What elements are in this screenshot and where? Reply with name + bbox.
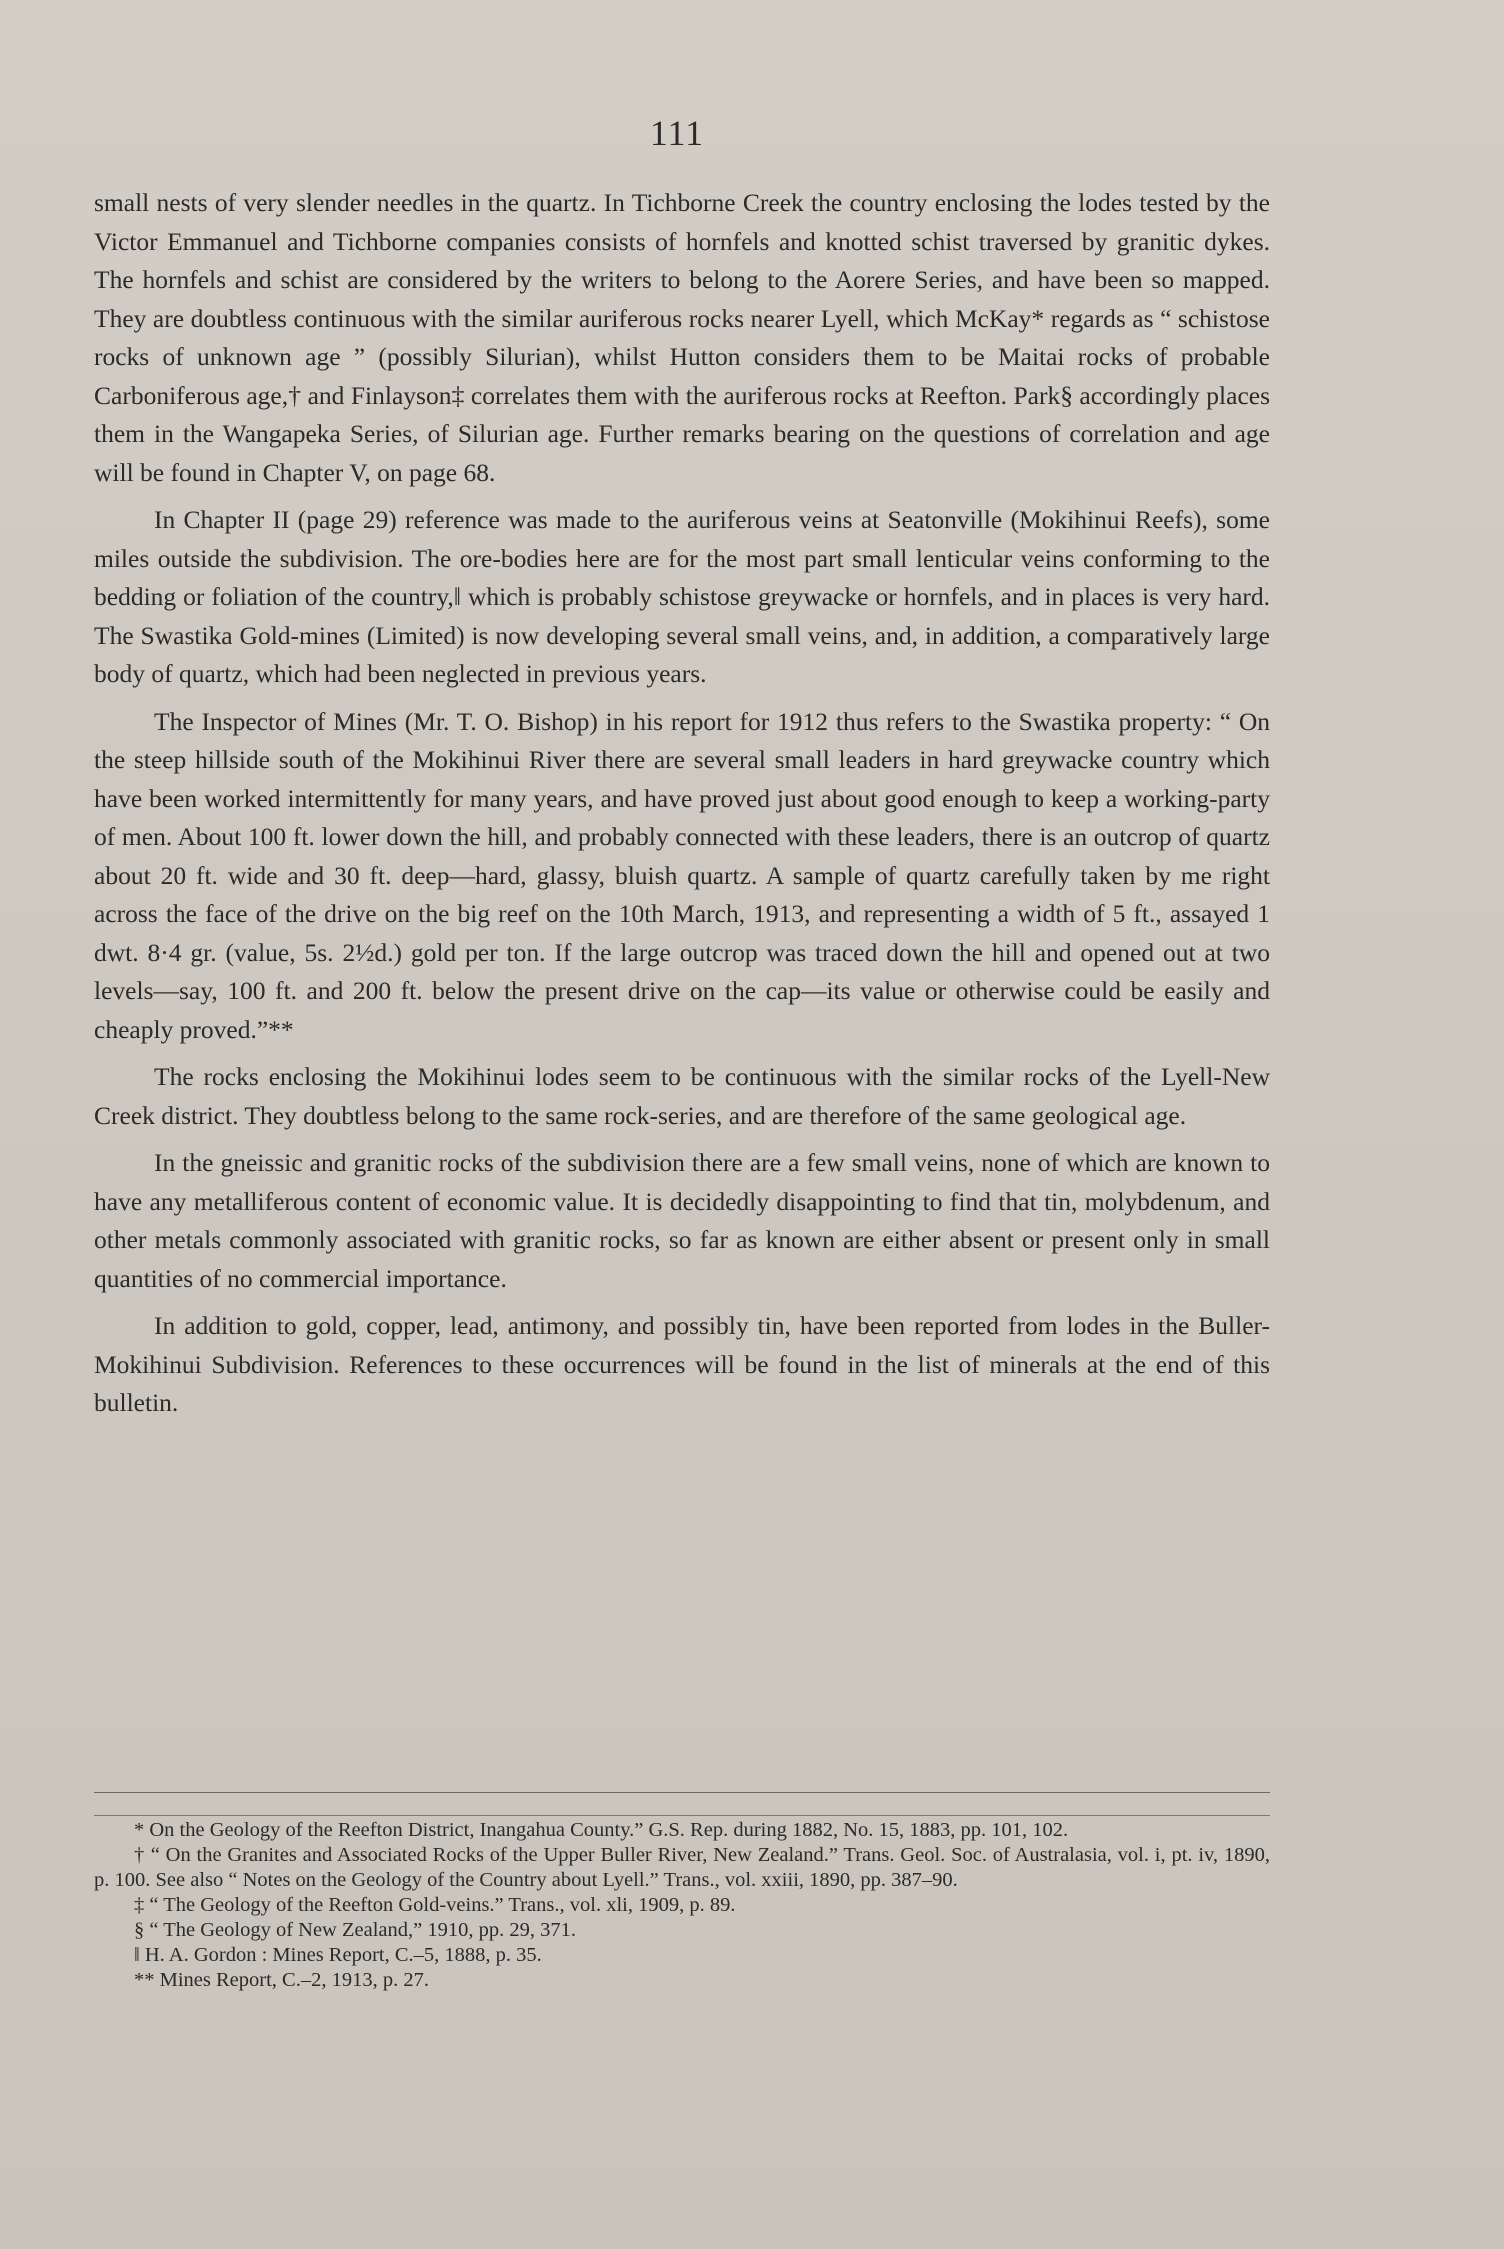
footnote-5: ‖ H. A. Gordon : Mines Report, C.–5, 1888, p. 35. — [134, 1944, 542, 1966]
footnote-rule — [94, 1815, 1270, 1816]
footnote-1: * On the Geology of the Reefton District, Inangahua County.” G.S. Rep. during 1882, No. 15, 1883, pp. 101, 102. — [134, 1819, 1069, 1841]
footnote-4: § “ The Geology of New Zealand,” 1910, pp. 29, 371. — [134, 1919, 576, 1941]
footnote-2: † “ On the Granites and Associated Rocks of the Upper Buller River, New Zealand.” Trans. Geol. Soc. of Australasia, vol. i, pt. iv, 1890, p. 100. See also “ Notes on the Geology of the Country about Lyell.” Trans., vol. xxiii, 1890, pp. 387–90. — [94, 1844, 1270, 1891]
paragraph-5: In the gneissic and granitic rocks of the subdivision there are a few small veins, none of which are known to have any metalliferous content of economic value. It is decidedly disappointing to find that tin, molybdenum, and other metals commonly associated with granitic rocks, so far as known are either absent or present only in small quantities of no commercial importance. — [94, 1148, 1270, 1293]
footnote-3: ‡ “ The Geology of the Reefton Gold-veins.” Trans., vol. xli, 1909, p. 89. — [134, 1894, 736, 1916]
footnote-6: ** Mines Report, C.–2, 1913, p. 27. — [134, 1969, 429, 1991]
footnotes — [94, 1818, 1270, 1993]
paragraph-1: small nests of very slender needles in the quartz. In Tichborne Creek the country enclosing the lodes tested by the Victor Emmanuel and Tichborne companies consists of hornfels and knotted schist traversed by granitic dykes. The hornfels and schist are considered by the writers to belong to the Aorere Series, and have been so mapped. They are doubtless continuous with the similar auriferous rocks nearer Lyell, which McKay* regards as “ schistose rocks of unknown age ” (possibly Silurian), whilst Hutton considers them to be Maitai rocks of probable Carboniferous age,† and Finlayson‡ correlates them with the auriferous rocks at Reefton. Park§ accordingly places them in the Wangapeka Series, of Silurian age. Further remarks bearing on the questions of correlation and age will be found in Chapter V, on page 68. — [94, 188, 1270, 487]
footnote-divider — [94, 1792, 1270, 1793]
body-text — [94, 184, 1270, 1432]
page-number: 111 — [649, 113, 705, 153]
paragraph-3: The Inspector of Mines (Mr. T. O. Bishop) in his report for 1912 thus refers to the Swastika property: “ On the steep hillside south of the Mokihinui River there are several small leaders in hard greywacke country which have been worked intermittently for many years, and have proved just about good enough to keep a working-party of men. About 100 ft. lower down the hill, and probably connected with these leaders, there is an outcrop of quartz about 20 ft. wide and 30 ft. deep—hard, glassy, bluish quartz. A sample of quartz carefully taken by me right across the face of the drive on the big reef on the 10th March, 1913, and representing a width of 5 ft., assayed 1 dwt. 8·4 gr. (value, 5s. 2½d.) gold per ton. If the large outcrop was traced down the hill and opened out at two levels—say, 100 ft. and 200 ft. below the present drive on the cap—its value or otherwise could be easily and cheaply proved.”** — [94, 706, 1270, 1044]
paragraph-4: The rocks enclosing the Mokihinui lodes seem to be continuous with the similar rocks of the Lyell-New Creek district. They doubtless belong to the same rock-series, and are therefore of the same geological age. — [94, 1062, 1270, 1130]
paragraph-6: In addition to gold, copper, lead, antimony, and possibly tin, have been reported from lodes in the Buller-Mokihinui Subdivision. References to these occurrences will be found in the list of minerals at the end of this bulletin. — [94, 1311, 1270, 1417]
paragraph-2: In Chapter II (page 29) reference was made to the auriferous veins at Seatonville (Mokihinui Reefs), some miles outside the subdivision. The ore-bodies here are for the most part small lenticular veins conforming to the bedding or foliation of the country,‖ which is probably schistose greywacke or hornfels, and in places is very hard. The Swastika Gold-mines (Limited) is now developing several small veins, and, in addition, a comparatively large body of quartz, which had been neglected in previous years. — [94, 505, 1270, 688]
